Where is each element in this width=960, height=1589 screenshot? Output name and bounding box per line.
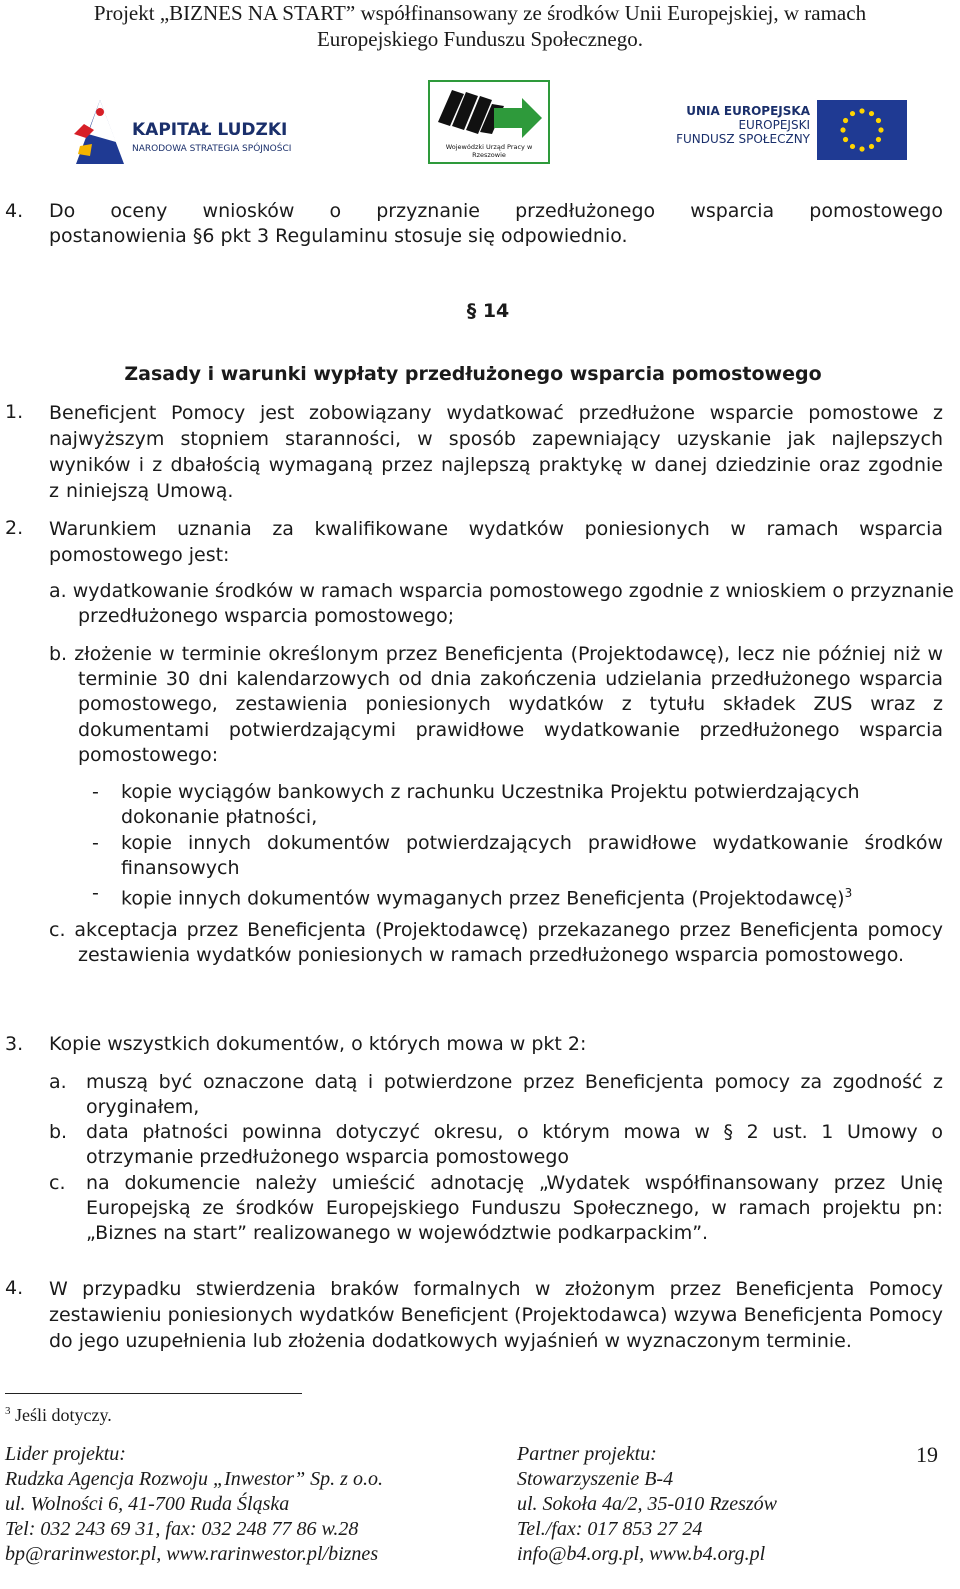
eu-star-icon [869, 144, 874, 149]
prev-item-line-2: postanowienia §6 pkt 3 Regulaminu stosuje się odpowiednio. [49, 225, 628, 247]
footer-right-line-5: info@b4.org.pl, www.b4.org.pl [517, 1543, 766, 1565]
footer-right-line-2: Stowarzyszenie B-4 [517, 1468, 674, 1490]
footer-left-line-3: ul. Wolności 6, 41-700 Ruda Śląska [5, 1493, 290, 1515]
footnote-ref-3: 3 [844, 886, 853, 900]
wup-logo [428, 80, 550, 164]
eu-star-icon [859, 108, 864, 113]
ue-line-2: EUROPEJSKI [738, 118, 810, 132]
item-3a-letter: a. [49, 1071, 67, 1093]
item-4-text: W przypadku stwierdzenia braków formalnych w złożonym przez Beneficjenta Pomocy zestawieniu poniesionych wydatków Beneficjent (Projektodawca) wzywa Beneficjenta Pomocy do jego uzupełnienia lub złożenia dodatkowych wyjaśnień w wyznaczonym terminie. [49, 1278, 943, 1352]
item-3c-letter: c. [49, 1172, 66, 1194]
footer-lead-partner [5, 1442, 383, 1567]
prev-item-number: 4. [5, 200, 24, 222]
item-3-text: Kopie wszystkich dokumentów, o których mowa w pkt 2: [49, 1033, 587, 1055]
eu-star-icon [850, 111, 855, 116]
footnote-separator [5, 1393, 302, 1394]
footer-left-line-5: bp@rarinwestor.pl, www.rarinwestor.pl/biznes [5, 1543, 379, 1565]
header-line-1: Projekt „BIZNES NA START” współfinansowany ze środków Unii Europejskiej, w ramach [93, 1, 867, 25]
item-2c: c. akceptacja przez Beneficjenta (Projektodawcę) przekazanego przez Beneficjenta pomocy zestawienia wydatków poniesionych w ramach przedłużonego wsparcia pomostowego. [49, 919, 943, 966]
dash-item-3-text: kopie innych dokumentów wymaganych przez Beneficjenta (Projektodawcę) [121, 887, 845, 910]
kapital-ludzki-subtitle: NARODOWA STRATEGIA SPÓJNOŚCI [132, 144, 292, 154]
footnote-mark: 3 [5, 1405, 11, 1417]
footer-left-line-1: Lider projektu: [5, 1443, 126, 1465]
eu-star-icon [843, 137, 848, 142]
footer-right-line-4: Tel./fax: 017 853 27 24 [517, 1518, 703, 1540]
eu-star-icon [850, 144, 855, 149]
dash-item-1: kopie wyciągów bankowych z rachunku Uczestnika Projektu potwierdzających dokonanie płatności, [121, 781, 860, 828]
item-2b: b. złożenie w terminie określonym przez Beneficjenta (Projektodawcę), lecz nie później niż w terminie 30 dni kalendarzowych od dnia zakończenia udzielania przedłużonego wsparcia pomostowego, zestawienia poniesionych wydatków z tytułu składek ZUS wraz z dokumentami potwierdzającymi prawidłowe wydatkowanie przedłużonego wsparcia pomostowego: [49, 643, 943, 766]
kapital-ludzki-emblem-icon [70, 94, 130, 174]
eu-star-icon [840, 127, 845, 132]
item-4-number: 4. [5, 1277, 24, 1299]
dash-item-3 [121, 881, 943, 911]
eu-star-icon [869, 111, 874, 116]
ue-line-1: UNIA EUROPEJSKA [686, 104, 810, 118]
item-3b: data płatności powinna dotyczyć okresu, o którym mowa w § 2 ust. 1 Umowy o otrzymanie przedłużonego wsparcia pomostowego [86, 1121, 943, 1168]
footer-right-line-1: Partner projektu: [517, 1443, 657, 1465]
logo-bar [0, 80, 960, 190]
eu-star-icon [876, 137, 881, 142]
prev-item-line-1: Do oceny wniosków o przyznanie przedłużonego wsparcia pomostowego [49, 200, 943, 222]
item-2-text: Warunkiem uznania za kwalifikowane wydatków poniesionych w ramach wsparcia pomostowego jest: [49, 518, 943, 566]
ue-logo [676, 100, 910, 160]
dash-3: - [92, 882, 99, 904]
footer-partner [517, 1442, 777, 1567]
eu-star-icon [859, 146, 864, 151]
item-3a: muszą być oznaczone datą i potwierdzone przez Beneficjenta pomocy za zgodność z oryginałem, [86, 1071, 943, 1118]
item-3b-letter: b. [49, 1121, 68, 1143]
page-header [0, 0, 960, 52]
dash-item-2: kopie innych dokumentów potwierdzających prawidłowe wydatkowanie środków finansowych [121, 832, 943, 879]
header-line-2: Europejskiego Funduszu Społecznego. [316, 27, 644, 51]
footnote-text: Jeśli dotyczy. [10, 1405, 112, 1425]
section-title: Zasady i warunki wypłaty przedłużonego wsparcia pomostowego [124, 363, 822, 385]
dash-2: - [92, 832, 99, 854]
item-1-text: Beneficjent Pomocy jest zobowiązany wydatkować przedłużone wsparcie pomostowe z najwyższym stopniem staranności, w sposób zapewniający uzyskanie jak najlepszych wyników i z dbałością wymaganą przez najlepszą praktykę w danej dziedzinie oraz zgodnie z niniejszą Umową. [49, 402, 943, 502]
kapital-ludzki-logo [70, 94, 310, 174]
eu-flag-icon [817, 100, 907, 160]
eu-star-icon [876, 118, 881, 123]
ue-text [676, 104, 810, 146]
item-3-number: 3. [5, 1033, 24, 1055]
dash-1: - [92, 781, 99, 803]
item-2a: a. wydatkowanie środków w ramach wsparcia pomostowego zgodnie z wnioskiem o przyznanie przedłużonego wsparcia pomostowego; [49, 580, 954, 627]
eu-star-icon [843, 118, 848, 123]
footnote [5, 1405, 112, 1426]
ue-line-3: FUNDUSZ SPOŁECZNY [676, 132, 810, 146]
wup-caption: Wojewódzki Urząd Pracy w Rzeszowie [445, 143, 533, 159]
footer-right-line-3: ul. Sokoła 4a/2, 35-010 Rzeszów [517, 1493, 777, 1515]
footer-left-line-4: Tel: 032 243 69 31, fax: 032 248 77 86 w.28 [5, 1518, 359, 1540]
item-3c: na dokumencie należy umieścić adnotację „Wydatek współfinansowany przez Unię Europejską ze środków Europejskiego Funduszu Społecznego, w ramach projektu pn: „Biznes na start” realizowanego w województwie podkarpackim”. [86, 1172, 943, 1244]
section-number: § 14 [466, 300, 510, 322]
page-number: 19 [916, 1442, 938, 1467]
item-2-number: 2. [5, 517, 24, 539]
item-1-number: 1. [5, 401, 24, 423]
eu-star-icon [878, 127, 883, 132]
wup-emblem-icon [430, 82, 548, 142]
footer-left-line-2: Rudzka Agencja Rozwoju „Inwestor” Sp. z o.o. [5, 1468, 383, 1490]
kapital-ludzki-title: KAPITAŁ LUDZKI [132, 120, 288, 140]
